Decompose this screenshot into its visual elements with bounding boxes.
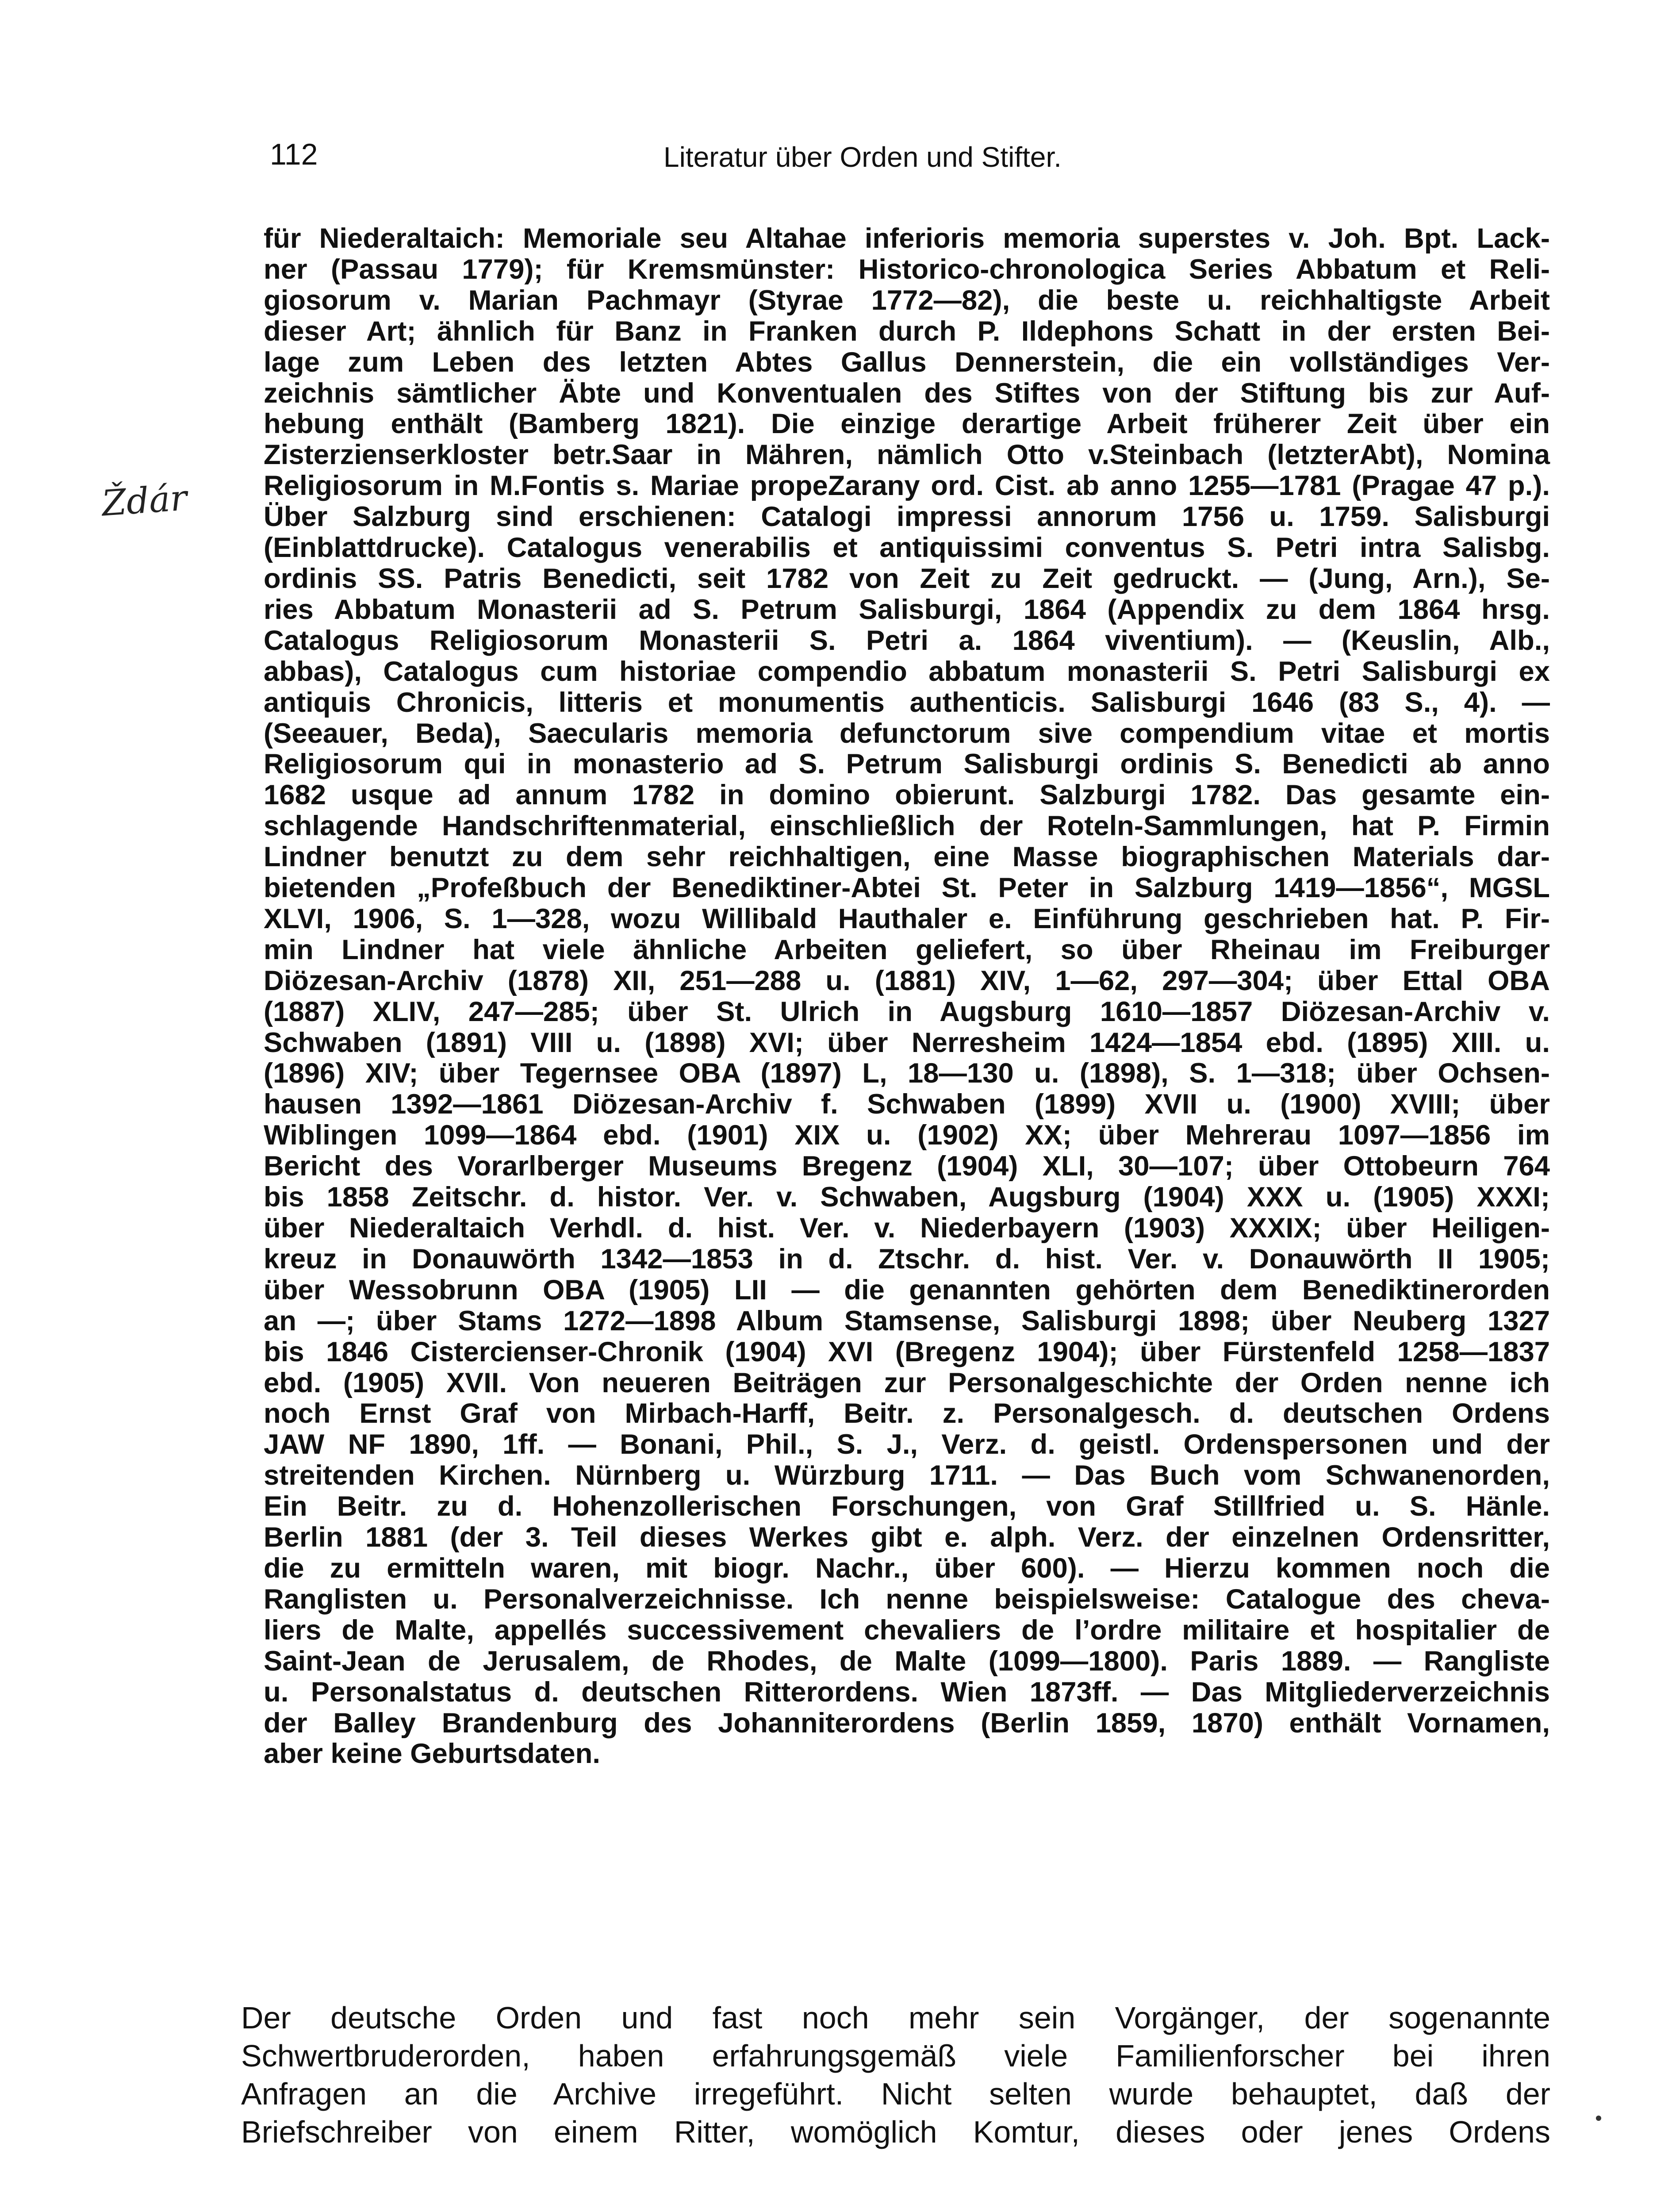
main-text-line: Briefschreiber von einem Ritter, womöglich Komtur, dieses oder jenes Ordens (241, 2115, 1550, 2149)
footnote-line: lage zum Leben des letzten Abtes Gallus Dennerstein, die ein vollständiges Ver- (264, 346, 1550, 378)
footnote-line: (1887) XLIV, 247—285; über St. Ulrich in Augsburg 1610—1857 Diözesan-Archiv v. (264, 996, 1550, 1027)
footnote-line: an —; über Stams 1272—1898 Album Stamsense, Salisburgi 1898; über Neuberg 1327 (264, 1305, 1550, 1336)
footnote-line: kreuz in Donauwörth 1342—1853 in d. Ztschr. d. hist. Ver. v. Donauwörth II 1905; (264, 1243, 1550, 1275)
footnote-line: Religiosorum qui in monasterio ad S. Petrum Salisburgi ordinis S. Benedicti ab anno (264, 749, 1550, 780)
footnote-line: Über Salzburg sind erschienen: Catalogi impressi annorum 1756 u. 1759. Salisburgi (264, 501, 1550, 533)
footnote-line: noch Ernst Graf von Mirbach-Harff, Beitr. z. Personalgesch. d. deutschen Ordens (264, 1398, 1550, 1429)
main-text-block (241, 1999, 1550, 2151)
footnote-line: Bericht des Vorarlberger Museums Bregenz (1904) XLI, 30—107; über Ottobeurn 764 (264, 1151, 1550, 1182)
footnote-line: ner (Passau 1779); für Kremsmünster: Historico-chronologica Series Abbatum et Reli- (264, 253, 1550, 285)
footnote-line: antiquis Chronicis, litteris et monumentis authenticis. Salisburgi 1646 (83 S., 4). — (264, 687, 1550, 718)
footnote-line: ebd. (1905) XVII. Von neueren Beiträgen zur Personalgeschichte der Orden nenne ich (264, 1367, 1550, 1398)
footnote-line: Catalogus Religiosorum Monasterii S. Petri a. 1864 viventium). — (Keuslin, Alb., (264, 625, 1550, 656)
footnote-line: der Balley Brandenburg des Johanniterordens (Berlin 1859, 1870) enthält Vornamen, (264, 1707, 1550, 1739)
footnote-line: Lindner benutzt zu dem sehr reichhaltigen, eine Masse biographischen Materials dar- (264, 841, 1550, 873)
footnote-line: über Niederaltaich Verhdl. d. hist. Ver. v. Niederbayern (1903) XXXIX; über Heiligen- (264, 1213, 1550, 1244)
footnote-line: Zisterzienserkloster betr.Saar in Mähren, nämlich Otto v.Steinbach (letzterAbt), Nomina (264, 439, 1550, 471)
handwritten-margin-note: Ždár (100, 477, 188, 524)
footnote-line: Wiblingen 1099—1864 ebd. (1901) XIX u. (1902) XX; über Mehrerau 1097—1856 im (264, 1120, 1550, 1151)
running-head: Literatur über Orden und Stifter. (663, 141, 1062, 173)
footnote-line: abbas), Catalogus cum historiae compendio abbatum monasterii S. Petri Salisburgi ex (264, 656, 1550, 687)
footnote-line: min Lindner hat viele ähnliche Arbeiten geliefert, so über Rheinau im Freiburger (264, 934, 1550, 965)
footnote-line: Ranglisten u. Personalverzeichnisse. Ich nenne beispielsweise: Catalogue des cheva- (264, 1583, 1550, 1615)
footnote-line: Berlin 1881 (der 3. Teil dieses Werkes gibt e. alph. Verz. der einzelnen Ordensritter, (264, 1522, 1550, 1553)
footnote-line: hausen 1392—1861 Diözesan-Archiv f. Schwaben (1899) XVII u. (1900) XVIII; über (264, 1089, 1550, 1120)
stray-mark (1596, 2116, 1601, 2121)
footnote-line: (Seeauer, Beda), Saecularis memoria defunctorum sive compendium vitae et mortis (264, 718, 1550, 749)
main-text-line: Der deutsche Orden und fast noch mehr sein Vorgänger, der sogenannte (241, 2001, 1550, 2035)
footnote-line: streitenden Kirchen. Nürnberg u. Würzburg 1711. — Das Buch vom Schwanenorden, (264, 1460, 1550, 1491)
footnote-line: hebung enthält (Bamberg 1821). Die einzige derartige Arbeit früherer Zeit über ein (264, 408, 1550, 440)
footnote-line: 1682 usque ad annum 1782 in domino obierunt. Salzburgi 1782. Das gesamte ein- (264, 780, 1550, 811)
footnote-line: Schwaben (1891) VIII u. (1898) XVI; über Nerresheim 1424—1854 ebd. (1895) XIII. u. (264, 1027, 1550, 1058)
footnote-line: ordinis SS. Patris Benedicti, seit 1782 von Zeit zu Zeit gedruckt. — (Jung, Arn.), Se- (264, 563, 1550, 594)
footnote-line: die zu ermitteln waren, mit biogr. Nachr., über 600). — Hierzu kommen noch die (264, 1552, 1550, 1584)
main-text-line: Anfragen an die Archive irregeführt. Nicht selten wurde behauptet, daß der (241, 2077, 1550, 2111)
footnote-line: schlagende Handschriftenmaterial, einschließlich der Roteln-Sammlungen, hat P. Firmin (264, 810, 1550, 842)
footnote-line: über Wessobrunn OBA (1905) LII — die genannten gehörten dem Benediktinerorden (264, 1274, 1550, 1306)
footnote-line: für Niederaltaich: Memoriale seu Altahae inferioris memoria superstes v. Joh. Bpt. Lack- (264, 223, 1550, 254)
footnote-line: (Einblattdrucke). Catalogus venerabilis et antiquissimi conventus S. Petri intra Salisbg. (264, 532, 1550, 564)
main-text-line: Schwertbruderorden, haben erfahrungsgemäß viele Familienforscher bei ihren (241, 2039, 1550, 2073)
footnote-line: aber keine Geburtsdaten. (264, 1738, 600, 1770)
footnote-line: ries Abbatum Monasterii ad S. Petrum Salisburgi, 1864 (Appendix zu dem 1864 hrsg. (264, 594, 1550, 625)
footnote-line: (1896) XIV; über Tegernsee OBA (1897) L, 18—130 u. (1898), S. 1—318; über Ochsen- (264, 1058, 1550, 1089)
footnote-line: Ein Beitr. zu d. Hohenzollerischen Forschungen, von Graf Stillfried u. S. Hänle. (264, 1491, 1550, 1522)
footnote-line: bis 1846 Cistercienser-Chronik (1904) XVI (Bregenz 1904); über Fürstenfeld 1258—1837 (264, 1336, 1550, 1367)
footnote-line: giosorum v. Marian Pachmayr (Styrae 1772—82), die beste u. reichhaltigste Arbeit (264, 284, 1550, 316)
footnote-line: XLVI, 1906, S. 1—328, wozu Willibald Hauthaler e. Einführung geschrieben hat. P. Fir- (264, 903, 1550, 934)
footnote-line: u. Personalstatus d. deutschen Ritterordens. Wien 1873ff. — Das Mitgliederverzeichnis (264, 1676, 1550, 1708)
footnote-block (264, 223, 1550, 1770)
footnote-line: Religiosorum in M.Fontis s. Mariae propeZarany ord. Cist. ab anno 1255—1781 (Pragae 47 p.). (264, 470, 1550, 502)
footnote-line: dieser Art; ähnlich für Banz in Franken durch P. Ildephons Schatt in der ersten Bei- (264, 315, 1550, 347)
footnote-line: Saint-Jean de Jerusalem, de Rhodes, de Malte (1099—1800). Paris 1889. — Rangliste (264, 1645, 1550, 1677)
footnote-line: zeichnis sämtlicher Äbte und Konventualen des Stiftes von der Stiftung bis zur Auf- (264, 377, 1550, 409)
footnote-line: JAW NF 1890, 1ff. — Bonani, Phil., S. J., Verz. d. geistl. Ordenspersonen und der (264, 1429, 1550, 1460)
page-number: 112 (270, 138, 318, 171)
footnote-line: Diözesan-Archiv (1878) XII, 251—288 u. (1881) XIV, 1—62, 297—304; über Ettal OBA (264, 965, 1550, 996)
footnote-line: liers de Malte, appellés successivement chevaliers de l’ordre militaire et hospitalier de (264, 1614, 1550, 1646)
footnote-line: bis 1858 Zeitschr. d. histor. Ver. v. Schwaben, Augsburg (1904) XXX u. (1905) XXXI; (264, 1182, 1550, 1213)
footnote-line: bietenden „Profeßbuch der Benediktiner-Abtei St. Peter in Salzburg 1419—1856“, MGSL (264, 872, 1550, 904)
